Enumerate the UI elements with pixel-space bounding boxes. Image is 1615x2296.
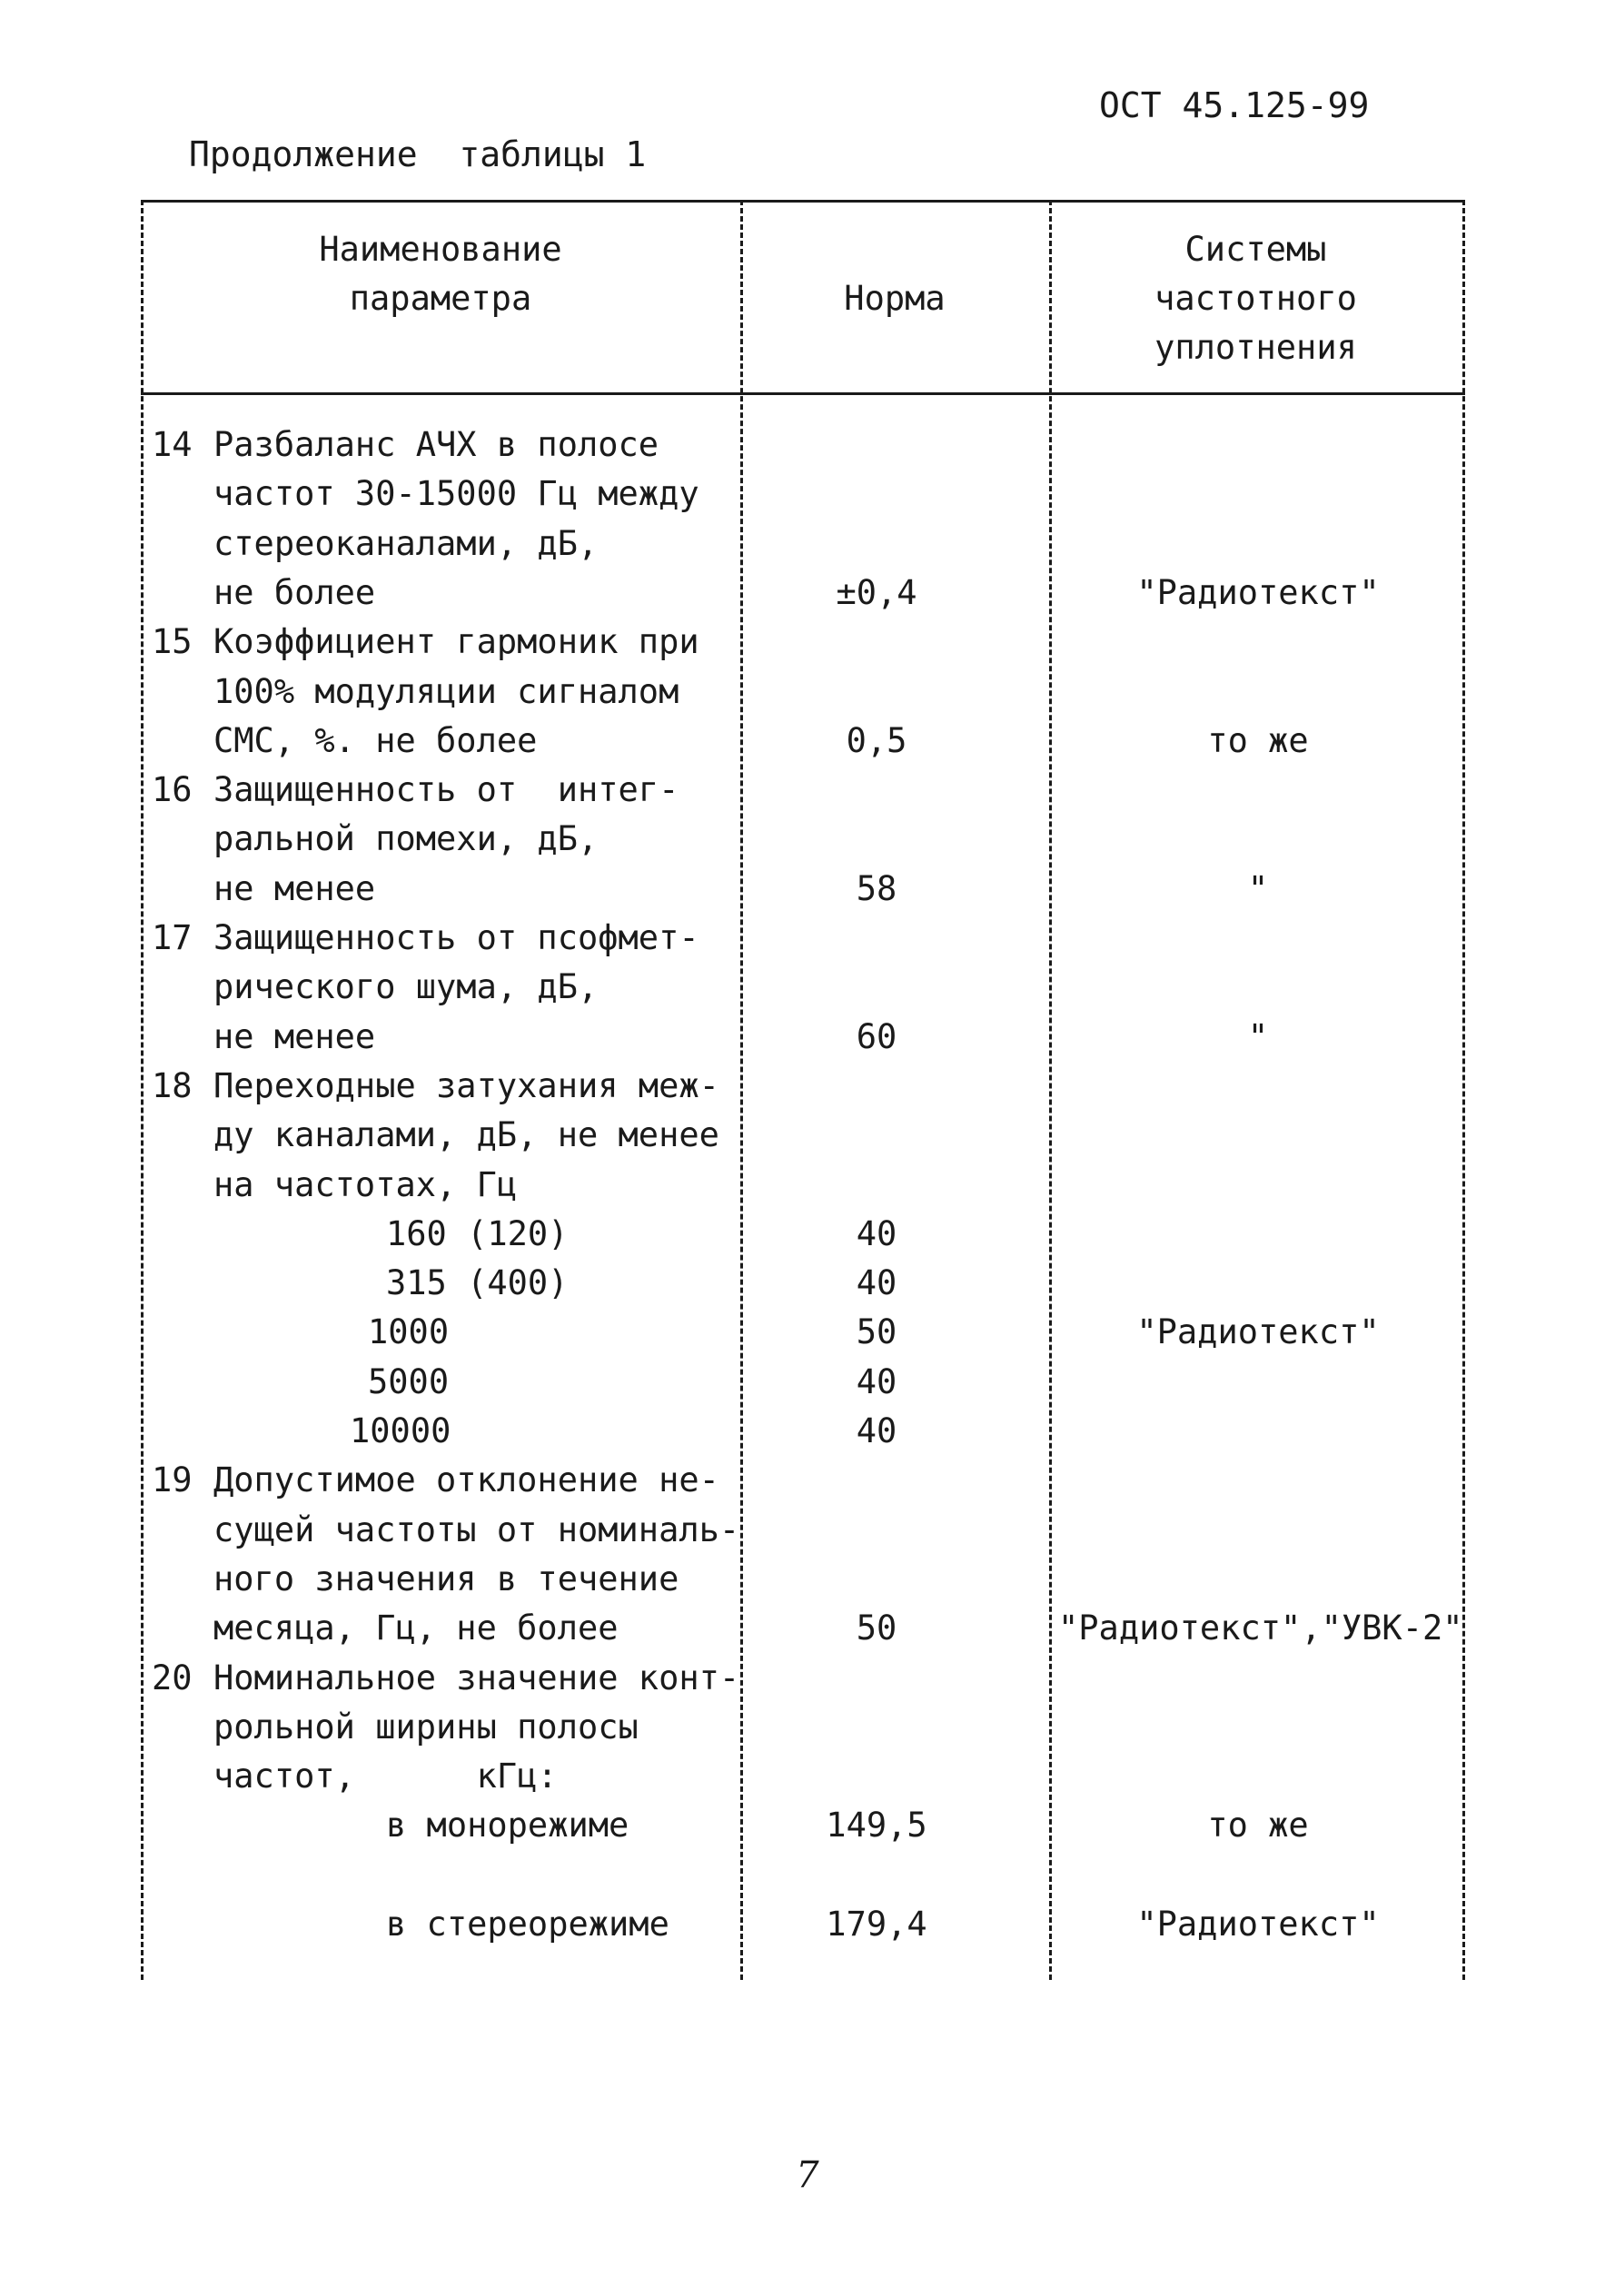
table-row <box>141 716 1465 765</box>
row-system: "Радиотекст","УВК-2" <box>1058 1608 1463 1648</box>
row-norm: 40 <box>856 1411 897 1450</box>
table-row <box>141 1800 1465 1849</box>
row-norm: 50 <box>856 1312 897 1352</box>
row-parameter: Коэффициент гармоник при <box>213 622 699 662</box>
row-parameter: Переходные затухания меж- <box>213 1065 719 1105</box>
table-row <box>141 617 1465 666</box>
row-parameter: ральной помехи, дБ, <box>213 819 599 859</box>
row-parameter: 315 (400) <box>386 1263 569 1303</box>
row-parameter: частот 30-15000 Гц между <box>213 474 699 514</box>
parameters-table <box>141 200 1465 1980</box>
table-row <box>141 1554 1465 1603</box>
table-row <box>141 1258 1465 1307</box>
table-row <box>141 1751 1465 1800</box>
table-row <box>141 1061 1465 1110</box>
row-parameter: 5000 <box>368 1361 450 1401</box>
row-norm: ±0,4 <box>836 572 917 612</box>
table-row <box>141 1505 1465 1554</box>
row-parameter: месяца, Гц, не более <box>213 1608 619 1648</box>
row-system: то же <box>1207 720 1309 760</box>
header-param-line: Наименование <box>319 230 562 269</box>
row-system: "Радиотекст" <box>1136 1905 1380 1944</box>
row-norm: 0,5 <box>846 720 907 760</box>
row-number: 20 <box>152 1658 193 1697</box>
row-parameter: Защищенность от интег- <box>213 770 679 810</box>
row-parameter: не менее <box>213 868 376 908</box>
table-row <box>141 568 1465 617</box>
table-row <box>141 1406 1465 1455</box>
table-row <box>141 469 1465 518</box>
header-norm: Норма <box>844 279 946 318</box>
header-param-line: параметра <box>349 279 532 318</box>
row-parameter: Разбаланс АЧХ в полосе <box>213 425 659 464</box>
row-norm: 149,5 <box>826 1806 927 1846</box>
row-norm: 40 <box>856 1213 897 1253</box>
document-code: ОСТ 45.125-99 <box>1099 85 1370 125</box>
row-norm: 58 <box>856 868 897 908</box>
row-parameter: Номинальное значение конт- <box>213 1658 740 1697</box>
table-row <box>141 1012 1465 1061</box>
row-parameter: не менее <box>213 1016 376 1056</box>
table-row <box>141 962 1465 1011</box>
row-system: " <box>1247 1016 1269 1056</box>
row-system: "Радиотекст" <box>1136 1312 1380 1352</box>
row-parameter: 1000 <box>368 1312 450 1352</box>
table-row <box>141 1160 1465 1209</box>
row-parameter: на частотах, Гц <box>213 1164 518 1204</box>
table-row <box>141 519 1465 568</box>
header-systems <box>1049 225 1462 372</box>
table-row <box>141 1307 1465 1356</box>
row-system: "Радиотекст" <box>1136 572 1380 612</box>
table-row <box>141 1455 1465 1504</box>
table-row <box>141 814 1465 863</box>
header-systems-line: уплотнения <box>1154 328 1357 367</box>
row-number: 19 <box>152 1460 193 1500</box>
row-norm: 179,4 <box>826 1905 927 1944</box>
row-norm: 50 <box>856 1608 897 1648</box>
table-row <box>141 864 1465 913</box>
table-top-border <box>141 200 1465 203</box>
row-parameter: частот, кГц: <box>213 1757 558 1796</box>
row-number: 14 <box>152 425 193 464</box>
row-parameter: ду каналами, дБ, не менее <box>213 1115 719 1155</box>
row-number: 15 <box>152 622 193 662</box>
row-parameter: сущей частоты от номиналь- <box>213 1509 740 1549</box>
row-parameter: не более <box>213 572 376 612</box>
table-row <box>141 1603 1465 1652</box>
table-row <box>141 1357 1465 1406</box>
row-norm: 60 <box>856 1016 897 1056</box>
table-row <box>141 420 1465 469</box>
table-row <box>141 913 1465 962</box>
row-parameter: СМС, %. не более <box>213 720 538 760</box>
table-row <box>141 1899 1465 1948</box>
row-system: " <box>1247 868 1269 908</box>
row-parameter: 160 (120) <box>386 1213 569 1253</box>
row-number: 16 <box>152 770 193 810</box>
row-parameter: Допустимое отклонение не- <box>213 1460 719 1500</box>
row-parameter: рического шума, дБ, <box>213 967 599 1007</box>
header-systems-line: Системы <box>1184 230 1327 269</box>
table-row <box>141 1110 1465 1159</box>
table-row <box>141 1850 1465 1899</box>
table-continuation-label: Продолжение таблицы 1 <box>189 134 647 174</box>
row-number: 18 <box>152 1065 193 1105</box>
header-param <box>141 225 740 323</box>
row-parameter: рольной ширины полосы <box>213 1707 639 1747</box>
header-systems-line: частотного <box>1154 279 1357 318</box>
table-row <box>141 1702 1465 1751</box>
row-parameter: 10000 <box>350 1411 451 1450</box>
row-system: то же <box>1207 1806 1309 1846</box>
header-bottom-border <box>141 392 1465 395</box>
row-parameter: Защищенность от псофмет- <box>213 918 699 957</box>
table-row <box>141 1209 1465 1258</box>
table-row <box>141 667 1465 716</box>
row-parameter: 100% модуляции сигналом <box>213 671 679 711</box>
row-norm: 40 <box>856 1263 897 1303</box>
page-number: 7 <box>796 2154 819 2196</box>
row-parameter: в монорежиме <box>386 1806 629 1846</box>
row-parameter: стереоканалами, дБ, <box>213 523 599 563</box>
row-parameter: в стереорежиме <box>386 1905 669 1944</box>
row-norm: 40 <box>856 1361 897 1401</box>
row-number: 17 <box>152 918 193 957</box>
table-row <box>141 1653 1465 1702</box>
row-parameter: ного значения в течение <box>213 1559 679 1598</box>
table-row <box>141 765 1465 814</box>
